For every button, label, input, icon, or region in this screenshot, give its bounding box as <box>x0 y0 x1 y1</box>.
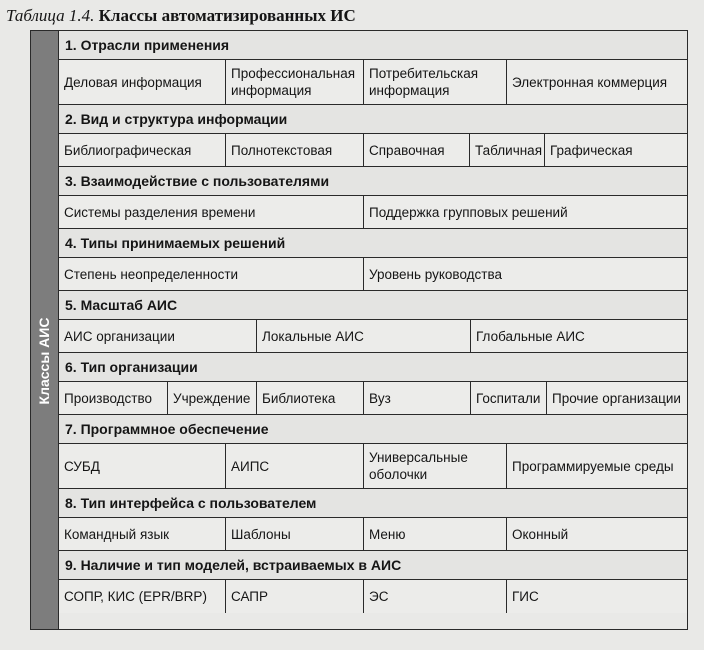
section-header: 6. Тип организации <box>59 353 687 382</box>
table-cell: Библиотека <box>257 382 364 414</box>
table-cell: Программируемые среды <box>512 458 674 474</box>
section-header: 4. Типы принимаемых решений <box>59 229 687 258</box>
section-header: 1. Отрасли применения <box>59 31 687 60</box>
table-row <box>59 320 687 353</box>
table-cell: СОПР, КИС (EPR/BRP) <box>59 580 226 613</box>
section-header: 3. Взаимодействие с пользователями <box>59 167 687 196</box>
table-cell: Локальные АИС <box>257 320 471 352</box>
section-header: 8. Тип интерфейса с пользователем <box>59 489 687 518</box>
table-row <box>59 134 687 167</box>
table-cell: Глобальные АИС <box>476 328 585 344</box>
table-cell: ЭС <box>364 580 507 613</box>
table-cell: Вуз <box>364 382 471 414</box>
table-cell: Степень неопределенности <box>59 258 364 290</box>
table-caption <box>6 5 356 27</box>
table-cell: АИС организации <box>59 320 257 352</box>
table-cell: СУБД <box>59 444 226 488</box>
table-cell: Библиографическая <box>59 134 226 166</box>
table-cell: Учреждение <box>168 382 257 414</box>
table-body <box>59 31 687 613</box>
table-row <box>59 518 687 551</box>
table-cell: Графическая <box>550 142 633 158</box>
table-row <box>59 382 687 415</box>
table-cell: ГИС <box>512 589 539 604</box>
table-row <box>59 444 687 489</box>
table-cell: Потребительская информация <box>364 60 507 104</box>
table-cell: Профессиональная информация <box>226 60 364 104</box>
table-cell: Прочие организации <box>552 390 681 406</box>
table-cell: Поддержка групповых решений <box>369 204 568 220</box>
classification-table <box>30 30 688 630</box>
table-cell: Шаблоны <box>226 518 364 550</box>
sidebar-label: Классы АИС <box>36 317 52 405</box>
table-cell: Производство <box>59 382 168 414</box>
table-cell: Госпитали <box>471 382 547 414</box>
table-cell: Табличная <box>470 134 545 166</box>
table-cell: Полнотекстовая <box>226 134 364 166</box>
table-row <box>59 258 687 291</box>
caption-label: Таблица 1.4. <box>6 6 95 25</box>
table-row <box>59 580 687 613</box>
table-cell: Меню <box>364 518 507 550</box>
caption-title: Классы автоматизированных ИС <box>98 6 356 25</box>
section-header: 7. Программное обеспечение <box>59 415 687 444</box>
table-cell: Универсальные оболочки <box>364 444 507 488</box>
section-header: 9. Наличие и тип моделей, встраиваемых в АИС <box>59 551 687 580</box>
table-cell: Деловая информация <box>59 60 226 104</box>
table-cell: Справочная <box>364 134 470 166</box>
table-sidebar <box>31 31 59 629</box>
table-cell: Оконный <box>512 526 569 542</box>
section-header: 5. Масштаб АИС <box>59 291 687 320</box>
table-cell: Электронная коммерция <box>512 74 668 90</box>
table-cell: Командный язык <box>59 518 226 550</box>
table-row <box>59 60 687 105</box>
section-header: 2. Вид и структура информации <box>59 105 687 134</box>
table-cell: АИПС <box>226 444 364 488</box>
table-cell: САПР <box>226 580 364 613</box>
table-cell: Уровень руководства <box>369 266 502 282</box>
table-row <box>59 196 687 229</box>
table-cell: Системы разделения времени <box>59 196 364 228</box>
